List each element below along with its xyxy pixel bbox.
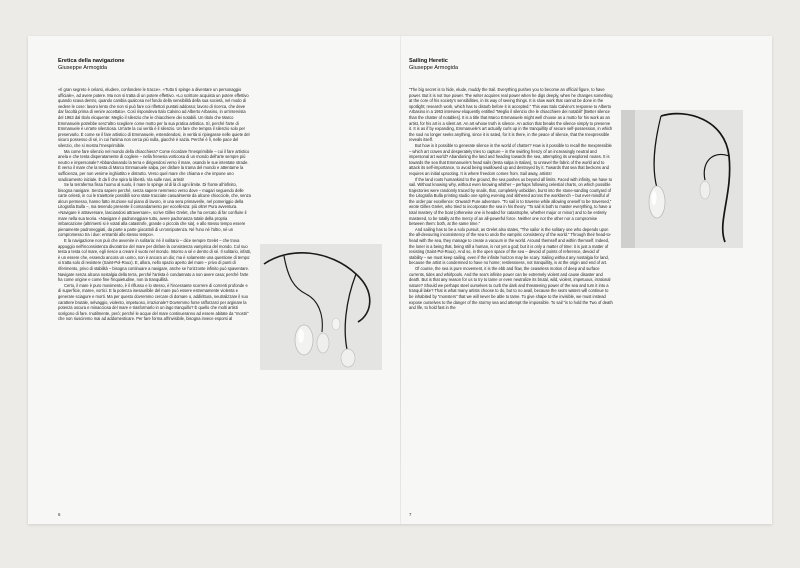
sculpture-photo-left bbox=[260, 244, 382, 370]
left-page bbox=[28, 36, 400, 524]
paragraph: Se la terraferma fissa l'uomo al suolo, il mare lo spinge al di là di ogni limite. Di fronte all'infinito, bisogna navigare. Senza sapere perché, senza sapere nemmeno verso dove – magari seguendo delle carte celesti, in cui le traiettorie possibili sono state tracciate casualmente da alcune chiocciole, che, senza alcun permesso, hanno fatto irruzione sul piano di lavoro, in una sera primaverile, nel pomeriggio della Litografia Bulla –, ma tenendo presente il comandamento per eccellenza: più oltre! Pura avventura. «Navigare è attraversare, lasciandosi attraversare», scrive Gilles Grelet, che ha cercato di far confluire il mare nella sua teoria. «Navigare è padroneggiare tutto, avere padronanza totale della propria imbarcazione (altrimenti si è votati alla catastrofe, grande o piccola che sia), e allo stesso tempo essere pienamente padroneggiati, da parte a parte giocattoli di un'onnipotenza. Né l'uno né l'altro, né un compromesso tra i due: entrambi allo stesso tempo». bbox=[58, 182, 251, 238]
paragraph: And sailing has to be a solo pursuit, as Grelet also states, “The sailor is the solitary one who depends upon the all-devouring inconsistency of the sea to undo the vampiric consistency of the world.” Through their head-to-head with the sea, they manage to create a vacuum in the world. Around themself and within themself. Indeed, the loner is a being that, being still a human, is not yet a god; but it is only a matter of time: it is just a matter of resisting (Saint-Pol-Roux). And so, in the open space of the sea – devoid of points of reference, devoid of stability – we must keep sailing, even if the infinite horizon may be scary. Sailing without any nostalgia for land, because the artist is condemned to have no home; restlessness, not tranquillity, is at the origin and end of art. bbox=[409, 226, 612, 266]
right-page-body bbox=[409, 87, 613, 507]
paragraph: «Il gran segreto è celarsi, eludere, confondere le tracce». «Tutto ti spinge a diventare un personaggio ufficiale», ad avere potere. Ma non si tratta di un potere effettivo. «Lo scrittore acquista un potere effettivo quando scava dentro, quando cambia qualcosa nel fondo della sensibilità della sua società, nel modo di vedere le cose: lavoro lento che non si può fare coi riflettori puntati addosso; lavoro di ricerca, che deve dar facoltà prima di venire accettato». Così rispondeva Italo Calvino ad Alberto Arbasino, in un'intervista del 1963 dal titolo eloquente: Meglio il silenzio che le chiacchiere dei notabili. Un titolo che Marco Emmanuele potrebbe senz'altro scegliere come motto per la sua pratica artistica. Sì, perché l'arte di Emmanuele è un'arte silenziosa. Un'arte la cui verità è il silenzio. Un fare che tempra il silenzio solo per preservarlo. È come se il fare artistico di Emmanuele, estendendosi, in verità si ripiegasse nelle quiete del sicuro possesso di sé, in cui l'anima non cerca più nulla, giacché è sazia. Perché è lì, nelle pace del silenzio, che si mostra l'Inesprimibile. bbox=[58, 87, 250, 148]
paragraph: Of course, the sea is pure movement, it is the ebb and flow, the ceaseless motion of deep and surface currents, tides and whirlpools. And the sea's infinite power can be extremely violent and cause disaster and death. But is that any reason for us to try to tame or even neutralize its brutal, wild, violent, impetuous, irrational nature? Should we perhaps steel ourselves to curb the dark and threatening power of the sea and turn it into a tranquil lake? That is what many artists choose to do, but to no avail, because the sea's waters will continue to be inhabited by “monsters” that we will never be able to tame. To give shape to the invisible, we must instead expose ourselves to the danger of the stormy sea and attempt the impossible. To sail “is to hold the Two of death and life, to hold fast in the bbox=[409, 266, 613, 311]
paragraph: If the land roots humankind to the ground, the sea pushes us beyond all limits. Faced with infinity, we have to sail. Without knowing why, without even knowing whither – perhaps following celestial charts, on which possible trajectories were randomly traced by snails, that, completely unbidden, burst into the stone-sanding courtyard of the Litografia Bulla printing studio one spring evening and slithered across the workbench – but ever-mindful of the order par excellence: Onward! Pure adventure. “To sail is to traverse while allowing oneself to be traversed,” wrote Gilles Grelet, who tried to incorporate the sea in his theory. “To sail is both to master everything, to have a total mastery of the boat (otherwise one is headed for catastrophe, whether major or minor) and to be entirely mastered, to be totally at the mercy of an all-powerful force. Neither one nor the other nor a compromise between them: both, at the same time.” bbox=[409, 176, 612, 227]
right-page-header bbox=[409, 58, 458, 72]
sculpture-photo-right bbox=[621, 110, 743, 248]
right-page-title: Sailing Heretic bbox=[409, 58, 448, 64]
left-page-title: Eretica della navigazione bbox=[58, 58, 125, 64]
paragraph: Ma come fare silenzio nel mondo della chiacchiera? Come ricordare l'Inesprimibile – cui il fare artistico anela e che tenta disperatamente di cogliere – nella frenesia vorticosa di un mondo dell'arte sempre più neutro e impersonale? Abbandonando la terra e dirigendosi verso il mare, osando le sue intentate strade. È verso il mare che la testa di Marco Emmanuele salpa, per disfare la trama del mondo e attentarne la sufficienza, per non venirne inghiottito e distrutto. Verso quel mare che chiama e che impone uno sradicamento iniziale. È da lì che spira la libertà. Via sulle navi, artisti! bbox=[58, 148, 250, 182]
right-page-author: Giuseppe Armogida bbox=[409, 65, 459, 71]
right-page bbox=[401, 36, 773, 524]
sculpture-illustration bbox=[621, 110, 743, 248]
paragraph: Certo, il mare è puro movimento, è il riflusso e lo stesso, è l'incessante scorrere di correnti profonde e di superficie, maree, vortici. E la potenza inesauribile del mare può essere estremamente violenta e generare sciagure e morti. Ma per questo dovremmo cercare di domare o, addirittura, neutralizzare il suo carattere brutale, selvaggio, violento, impetuoso, irrazionale? Dovremmo forse rafforzarci per arginare la potenza oscura e minacciosa del mare e trasformarlo in un lago tranquillo? È quello che molti artisti scelgono di fare. Inutilmente, però; perché le acque del mare continueranno ad essere abitate da “mostri” che non riusciremo mai ad addomesticare. Per fare forma all'invisibile, bisogna invece esporsi al bbox=[58, 282, 249, 322]
paragraph: But how is it possible to generate silence in the world of chatter? How is it possible to recall the Inexpressible – which art craves and desperately tries to capture – in the swirling frenzy of an increasingly neutral and impersonal art world? Abandoning the land and heading towards the sea, attempting its unexplored routes. It is towards the sea that Emmanuele's head sails (testa salpa in Italian), to unravel the fabric of the world and to attack its self-importance, to avoid being swallowed up and destroyed by it. Towards that sea that beckons and requires an initial uprooting. It is where freedom comes from. Sail away, artists! bbox=[409, 142, 612, 176]
book-spread bbox=[28, 36, 772, 524]
sculpture-illustration bbox=[260, 244, 382, 370]
left-page-header bbox=[58, 58, 125, 72]
left-page-body bbox=[58, 87, 252, 507]
paragraph: “The big secret is to hide, elude, muddy the trail. Everything pushes you to become an official figure, to have power. But it is not true power. The writer acquires real power when he digs deeply, when he changes something at the core of his society's sensibilities, in its way of seeing things. It is slow work that cannot be done in the spotlight; research work, which has to disturb before it is accepted.” This was Italo Calvino's response to Alberto Arbasino in a 1963 interview eloquently entitled “Meglio il silenzio che le chiacchiere dei notabili” [Better silence than the chatter of notables]. It is a title that Marco Emmanuele might well choose as a motto for his work as an artist, for his art is a silent art. An art whose truth is silence. An action that breaks the silence simply to preserve it. It is as if by expanding, Emmanuele's art actually curls up in the tranquillity of secure self-possession, in which the soul no longer seeks anything, since it is sated, for it is there, in the peace of silence, that the Inexpressible reveals itself. bbox=[409, 87, 613, 143]
left-page-author: Giuseppe Armogida bbox=[58, 65, 108, 71]
left-page-number: 6 bbox=[58, 512, 61, 517]
paragraph: E la navigazione non può che avvenire in solitaria: né il solitario – dice sempre Grelet – che trova appoggio nell'inconsistenza divoratrice del mare per disfare la consistenza vampirica del mondo. Col suo testa a testa col mare, egli riesce a creare il vuoto nel mondo. Intorno a sé e dentro di sé. Il solitario, infatti, è un essere che, essendo ancora un uomo, non è ancora un dio; ma è solamente una questione di tempo: si tratta solo di resistere (Saint-Pol-Roux). E, allora, nello spazio aperto del mare – privo di punti di riferimento, privo di stabilità – bisogna continuare a navigare, anche se l'orizzonte infinito può spaventare. Navigare senza alcuna nostalgia della terra, perché l'artista è condannato a non avere casa; perché l'arte ha come origine e come fine l'inquietudine, non la tranquillità. bbox=[58, 238, 251, 283]
right-page-number: 7 bbox=[409, 512, 412, 517]
